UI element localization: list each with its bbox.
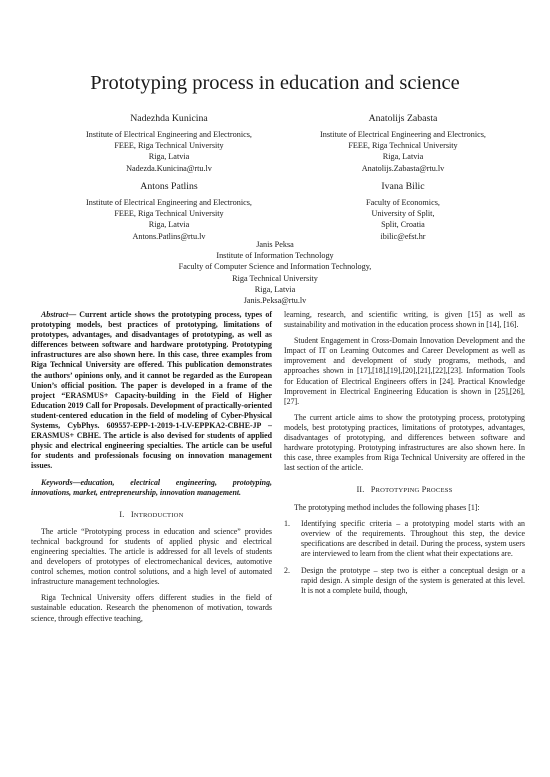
paragraph: Riga Technical University offers different studies in the field of sustainable education. Research the phenomenon of motivation, towards science, through effective teaching, [31,593,272,623]
author-faculty: University of Split, [371,209,435,219]
section-title-initial: I [130,509,134,519]
author-affiliation: Institute of Information Technology [216,251,334,261]
author-name: Anatolijs Zabasta [368,113,438,124]
paragraph: Student Engagement in Cross-Domain Innovation Development and the Impact of IT on Learning Outcomes and Career Development as well as improvement and development of study programs, methods, and approaches shown in [17],[18],[19],[20],[21],[22],[23]. Information Tools for Education of Electrical Engineers offers in [24]. Practical Knowledge Improvement in Electrical Engineering Education is shown in [25],[26],[27]. [284,336,525,406]
author-name: Antons Patlins [140,181,198,192]
section-title-mid: ROTOTYPING [375,487,420,495]
keywords [31,478,272,498]
author-block [150,239,400,306]
author-email[interactable]: Anatolijs.Zabasta@rtu.lv [361,163,445,173]
author-email[interactable]: ibilic@efst.hr [380,231,426,241]
list-item [284,519,525,559]
author-email[interactable]: Janis.Peksa@rtu.lv [243,296,307,306]
author-city: Split, Croatia [381,220,425,230]
author-block [278,112,528,174]
list-text: Identifying specific criteria – a prototyping model starts with an overview of the requirements. Throughout this step, the device specifications are described in detail. During the process, system users are interviewed to learn from the client what their expectations are. [301,518,525,558]
author-city: Riga, Latvia [254,284,296,294]
paragraph: learning, research, and scientific writing, is given [15] as well as sustainability and motivation in the education process shown in [14], [16]. [284,310,525,330]
section-heading [31,510,272,521]
abstract-text: — Current article shows the prototyping process, types of prototyping models, best practices of prototyping, limitations of prototypes, advantages, and disadvantages of prototyping, as well as differences between software and hardware prototyping. Prototyping infrastructures are also shown here. In this case, three examples from Riga Technical University are offered. This publication demonstrates the authors’ opinions only, and it cannot be regarded as the European Union’s official position. The paper is developed in a frame of the project “ERASMUS+ Capacity-building in the Field of Higher Education 2019 Call for Proposals. Development of practically-oriented student-centered education in the field of modeling of Cyber-Physical Systems, CybPhys. 609557-EPP-1-2019-1-LV-EPPKA2-CBHE-JP – ERASMUS+ CBHE. The article is also devised for students of applied physic and electrical engineering specialties. The article can be useful for students and professionals focusing on innovation management issues. [31,310,272,471]
author-city: Riga, Latvia [382,152,424,162]
section-title-initial-2: P [421,485,427,495]
paragraph: The prototyping method includes the following phases [1]: [294,502,480,512]
author-block [278,180,528,242]
author-faculty: Faculty of Computer Science and Information Technology, [178,262,372,272]
author-affiliation: Institute of Electrical Engineering and Electronics, [86,198,252,207]
author-block [44,180,294,242]
abstract-label: Abstract [41,310,69,319]
section-title-rest: NTRODUCTION [133,511,184,519]
paper-title: Prototyping process in education and science [90,72,460,94]
paragraph: The current article aims to show the prototyping process, prototyping models, best prototyping practices, limitations of prototypes, advantages, disadvantages of prototyping, and differences between software and hardware prototyping. Prototyping infrastructures are also shown here. In this case, three examples from Riga Technical University are offered in the last section of the article. [284,412,525,473]
author-city: Riga, Latvia [148,220,190,230]
author-affiliation: Institute of Electrical Engineering and Electronics, [86,130,252,139]
list-text: Design the prototype – step two is either a conceptual design or a rapid design. A simple design of the system is generated at this level. It is not a complete build, though, [301,565,525,596]
author-name: Janis Peksa [256,240,294,249]
section-heading [284,485,525,496]
author-email[interactable]: Nadezda.Kunicina@rtu.lv [126,163,212,173]
abstract [31,310,272,472]
paragraph: The article “Prototyping process in education and science” provides technical background for students of applied physic and electrical engineering specialties. The article is addressed for all levels of students and developers of prototypes of electromechanical devices, automotive control schemes, motion control solutions, and a high level of automated infrastructure management technologies. [31,526,272,587]
author-affiliation: Faculty of Economics, [366,198,440,207]
list-number: 2. [284,565,290,575]
author-university: Riga Technical University [232,273,318,283]
section-number: II. [356,485,365,495]
author-name: Nadezhda Kunicina [130,113,208,124]
author-affiliation: Institute of Electrical Engineering and Electronics, [320,130,486,139]
keywords-text: —education, electrical engineering, prototyping, innovations, market, entrepreneurship, innovation management. [31,477,272,497]
numbered-list [284,519,525,597]
author-email[interactable]: Antons.Patlins@rtu.lv [132,231,206,241]
section-number: I. [119,509,125,519]
left-column [31,310,272,630]
section-title-initial: P [370,485,376,495]
keywords-label: Keywords [41,477,73,487]
list-number: 1. [284,518,290,528]
list-item [284,566,525,596]
author-faculty: FEEE, Riga Technical University [348,141,458,151]
author-faculty: FEEE, Riga Technical University [114,209,224,219]
author-name: Ivana Bilic [381,181,425,192]
right-column [284,310,525,603]
author-faculty: FEEE, Riga Technical University [114,141,224,151]
author-block [44,112,294,174]
author-city: Riga, Latvia [148,152,190,162]
section-title-rest: ROCESS [426,487,453,495]
